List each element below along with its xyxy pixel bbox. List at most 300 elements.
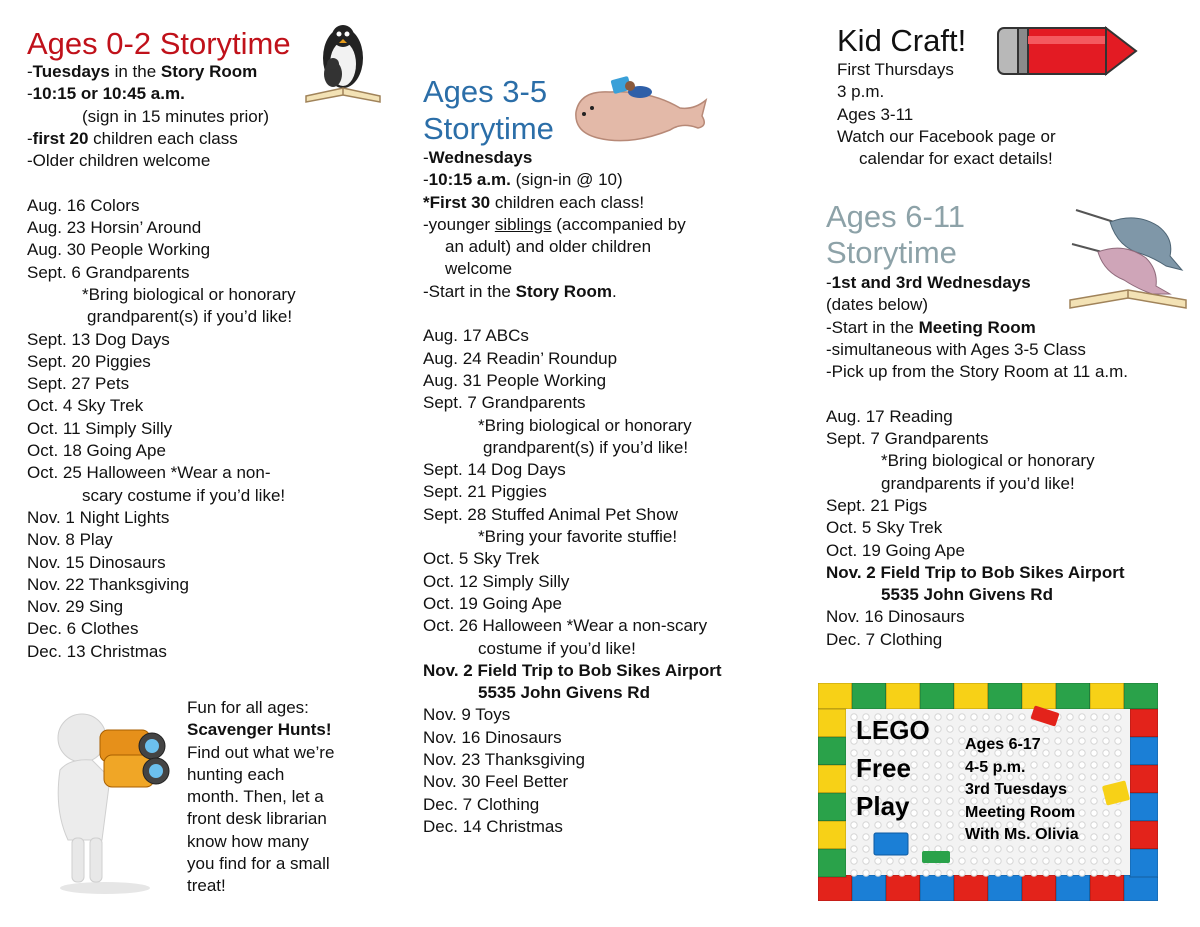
text-line (423, 638, 773, 660)
lego-stud (1079, 810, 1085, 816)
text-line (27, 529, 327, 551)
text-line (27, 195, 327, 217)
lego-stud (983, 846, 989, 852)
lego-stud (947, 714, 953, 720)
text-segment: Oct. 19 Going Ape (826, 540, 965, 560)
text-segment: Aug. 23 Horsin’ Around (27, 218, 202, 238)
lego-brick (818, 849, 846, 877)
lego-stud (899, 870, 905, 876)
text-line (423, 281, 773, 303)
text-segment: -simultaneous with Ages 3-5 Class (826, 339, 1086, 359)
text-segment: Nov. 2 Field Trip to Bob Sikes Airport (423, 660, 722, 680)
lego-stud (1067, 714, 1073, 720)
lego-brick (1022, 683, 1056, 709)
text-segment: Sept. 14 Dog Days (423, 460, 566, 480)
text-segment: Oct. 12 Simply Silly (423, 571, 570, 591)
lego-stud (935, 870, 941, 876)
lego-stud (1103, 822, 1109, 828)
text-segment: treat! (187, 876, 226, 896)
lego-stud (1019, 846, 1025, 852)
text-segment: -Older children welcome (27, 151, 211, 171)
text-segment: Nov. 30 Feel Better (423, 772, 569, 792)
lego-stud (1115, 822, 1121, 828)
text-segment: Dec. 6 Clothes (27, 619, 139, 639)
text-segment: -Start in the (826, 317, 919, 337)
text-line (423, 794, 773, 816)
text-segment: (accompanied by (551, 214, 686, 234)
lego-stud (851, 870, 857, 876)
lego-stud (935, 810, 941, 816)
text-segment: Oct. 19 Going Ape (423, 593, 562, 613)
text-segment: 5535 John Givens Rd (881, 585, 1053, 605)
lego-stud (887, 858, 893, 864)
lego-info (965, 734, 1079, 847)
text-segment: children each class (88, 128, 238, 148)
text-segment: Watch our Facebook page or (837, 126, 1056, 146)
text-segment: (sign in 15 minutes prior) (82, 106, 270, 126)
text-segment: Find out what we’re (187, 742, 335, 762)
lego-stud (1043, 726, 1049, 732)
lego-brick (818, 737, 846, 765)
text-segment: Nov. 29 Sing (27, 597, 124, 617)
text-segment: month. Then, let a (187, 787, 324, 807)
lego-stud (1007, 858, 1013, 864)
text-segment: front desk librarian (187, 809, 327, 829)
lego-stud (1067, 870, 1073, 876)
text-line (27, 418, 327, 440)
lego-info-line: Meeting Room (965, 803, 1076, 821)
text-line (423, 147, 773, 169)
lego-stud (863, 870, 869, 876)
text-segment: Nov. 15 Dinosaurs (27, 552, 166, 572)
text-segment: *Bring your favorite stuffie! (478, 527, 678, 547)
lego-stud (947, 726, 953, 732)
kid-craft-title: Kid Craft! (837, 23, 967, 58)
text-line (423, 392, 773, 414)
lego-stud (1103, 858, 1109, 864)
ages-6-11-title-line2: Storytime (826, 235, 957, 270)
lego-stud (1079, 762, 1085, 768)
lego-stud (1031, 858, 1037, 864)
text-line (187, 764, 387, 786)
text-line (27, 507, 327, 529)
lego-stud (947, 798, 953, 804)
lego-stud (935, 750, 941, 756)
text-segment: Aug. 17 ABCs (423, 326, 529, 346)
lego-brick (818, 765, 846, 793)
text-segment: Sept. 20 Piggies (27, 351, 151, 371)
text-segment: 3 p.m. (837, 82, 885, 102)
text-line (423, 660, 773, 682)
text-segment: Sept. 13 Dog Days (27, 329, 170, 349)
text-line (27, 128, 327, 150)
lego-stud (923, 870, 929, 876)
lego-stud (863, 846, 869, 852)
ages-3-5-details (423, 147, 773, 838)
text-line (27, 395, 327, 417)
text-line (27, 262, 327, 284)
text-segment: Sept. 27 Pets (27, 374, 130, 394)
text-line (837, 104, 1167, 126)
lego-brick (818, 709, 846, 737)
text-line (187, 697, 387, 719)
lego-stud (935, 726, 941, 732)
lego-info-line: With Ms. Olivia (965, 826, 1079, 843)
lego-stud (1115, 846, 1121, 852)
lego-brick (886, 683, 920, 709)
lego-stud (1007, 714, 1013, 720)
ages-3-5-title-line2: Storytime (423, 111, 554, 146)
text-segment: grandparent(s) if you’d like! (483, 437, 689, 457)
lego-stud (1019, 870, 1025, 876)
lego-stud (995, 870, 1001, 876)
lego-stud (1091, 762, 1097, 768)
text-line (187, 742, 387, 764)
lego-stud (1007, 726, 1013, 732)
text-segment: hunting each (187, 764, 285, 784)
text-segment: 10:15 or 10:45 a.m. (32, 84, 185, 104)
lego-stud (911, 858, 917, 864)
lego-brick (1056, 683, 1090, 709)
lego-stud (1103, 834, 1109, 840)
text-segment: an adult) and older children (445, 237, 652, 257)
lego-stud (995, 714, 1001, 720)
lego-stud (1115, 738, 1121, 744)
lego-stud (851, 834, 857, 840)
lego-stud (1103, 846, 1109, 852)
lego-stud (1103, 738, 1109, 744)
lego-brick (988, 875, 1022, 901)
lego-stud (1091, 714, 1097, 720)
text-segment: Aug. 30 People Working (27, 240, 211, 260)
text-segment: - (423, 170, 429, 190)
lego-stud (959, 726, 965, 732)
lego-info-line: 3rd Tuesdays (965, 781, 1067, 798)
lego-stud (1043, 858, 1049, 864)
text-segment: . (611, 281, 617, 301)
text-segment: -younger (423, 214, 495, 234)
lego-stud (899, 858, 905, 864)
text-segment: Nov. 16 Dinosaurs (826, 607, 965, 627)
text-segment: Tuesdays (32, 62, 110, 81)
text-line (423, 704, 773, 726)
text-line (423, 615, 773, 637)
lego-stud (1079, 714, 1085, 720)
text-segment: siblings (494, 214, 552, 234)
lego-stud (1079, 786, 1085, 792)
text-line (826, 339, 1186, 361)
lego-stud (947, 870, 953, 876)
ages-0-2-details (27, 61, 327, 663)
text-segment: Nov. 16 Dinosaurs (423, 727, 562, 747)
ages-3-5-title-line1: Ages 3-5 (423, 74, 548, 109)
text-line (423, 504, 773, 526)
text-segment: you find for a small (187, 854, 330, 874)
lego-stud (1115, 774, 1121, 780)
text-segment: Nov. 2 Field Trip to Bob Sikes Airport (826, 562, 1125, 582)
lego-stud (983, 870, 989, 876)
text-line (423, 548, 773, 570)
text-line (837, 126, 1167, 148)
text-line (187, 786, 387, 808)
text-line (826, 495, 1186, 517)
text-segment: Aug. 17 Reading (826, 406, 953, 426)
lego-stud (1055, 858, 1061, 864)
text-segment: - (27, 62, 33, 81)
ages-6-11-title-line1: Ages 6-11 (826, 199, 966, 234)
text-line (423, 236, 773, 258)
lego-stud (1055, 870, 1061, 876)
text-line (27, 552, 327, 574)
text-segment: Nov. 22 Thanksgiving (27, 574, 189, 594)
text-segment: Oct. 5 Sky Trek (423, 549, 540, 569)
lego-stud (935, 738, 941, 744)
lego-stud (983, 858, 989, 864)
text-line (423, 749, 773, 771)
lego-stud (971, 726, 977, 732)
text-segment: Oct. 11 Simply Silly (27, 418, 173, 438)
lego-title-line: Free (856, 753, 911, 783)
text-segment: - (27, 84, 33, 104)
text-line (423, 526, 773, 548)
text-segment: Aug. 31 People Working (423, 370, 607, 390)
lego-stud (971, 846, 977, 852)
text-segment: (sign-in @ 10) (510, 170, 623, 190)
text-line (27, 61, 327, 83)
text-line (826, 406, 1186, 428)
lego-brick (954, 875, 988, 901)
lego-stud (875, 858, 881, 864)
lego-stud (1079, 738, 1085, 744)
text-line (423, 348, 773, 370)
text-line (826, 606, 1186, 628)
lego-brick (920, 875, 954, 901)
lego-stud (1091, 810, 1097, 816)
lego-brick (1130, 793, 1158, 821)
lego-stud (935, 822, 941, 828)
lego-stud (1079, 750, 1085, 756)
ages-6-11-details (826, 272, 1186, 651)
lego-brick (852, 875, 886, 901)
lego-stud (935, 834, 941, 840)
text-segment: calendar for exact details! (859, 149, 1053, 169)
lego-stud (875, 870, 881, 876)
text-line (826, 629, 1186, 651)
lego-brick (818, 821, 846, 849)
lego-brick (1130, 765, 1158, 793)
lego-stud (1091, 774, 1097, 780)
lego-stud (1103, 774, 1109, 780)
text-segment: Oct. 5 Sky Trek (826, 518, 943, 538)
text-line (826, 428, 1186, 450)
lego-stud (887, 870, 893, 876)
lego-brick (920, 683, 954, 709)
text-segment: 10:15 a.m. (428, 170, 511, 190)
text-line (187, 875, 387, 897)
lego-stud (947, 786, 953, 792)
lego-stud (923, 834, 929, 840)
lego-stud (1067, 846, 1073, 852)
text-segment: Oct. 25 Halloween *Wear a non- (27, 463, 271, 483)
lego-stud (1079, 774, 1085, 780)
lego-stud (1091, 798, 1097, 804)
text-line (423, 727, 773, 749)
text-segment: Nov. 23 Thanksgiving (423, 750, 585, 770)
lego-stud (947, 762, 953, 768)
text-line (27, 485, 327, 507)
text-line (423, 481, 773, 503)
lego-stud (1079, 822, 1085, 828)
text-segment: *Bring biological or honorary (881, 451, 1095, 471)
text-line (826, 562, 1186, 584)
text-segment: Dec. 7 Clothing (826, 629, 943, 649)
text-segment: Sept. 7 Grandparents (423, 393, 586, 413)
lego-stud (947, 750, 953, 756)
lego-stud (1103, 750, 1109, 756)
lego-stud (971, 870, 977, 876)
text-segment: Nov. 8 Play (27, 530, 113, 550)
lego-stud (1079, 798, 1085, 804)
lego-stud (1115, 810, 1121, 816)
text-line (423, 258, 773, 280)
text-line (27, 596, 327, 618)
text-line (27, 641, 327, 663)
text-segment: Dec. 7 Clothing (423, 794, 540, 814)
text-line (826, 517, 1186, 539)
lego-brick (1130, 821, 1158, 849)
lego-stud (1079, 870, 1085, 876)
text-line (423, 816, 773, 838)
lego-stud (1019, 858, 1025, 864)
lego-stud (995, 846, 1001, 852)
lego-stud (1115, 834, 1121, 840)
text-segment: Sept. 21 Piggies (423, 482, 547, 502)
text-segment: First Thursdays (837, 60, 954, 79)
text-line (423, 682, 773, 704)
text-segment: know how many (187, 831, 309, 851)
lego-stud (1019, 726, 1025, 732)
text-line (837, 81, 1167, 103)
lego-stud (1115, 858, 1121, 864)
text-segment: Nov. 1 Night Lights (27, 507, 170, 527)
lego-info-line: Ages 6-17 (965, 736, 1041, 753)
lego-brick (1022, 875, 1056, 901)
text-line (27, 83, 327, 105)
text-line (27, 373, 327, 395)
text-segment: welcome (445, 259, 513, 279)
text-line (423, 437, 773, 459)
text-segment: first 20 (32, 128, 89, 148)
lego-stud (1091, 786, 1097, 792)
text-line (27, 329, 327, 351)
text-line (423, 771, 773, 793)
lego-stud (995, 726, 1001, 732)
lego-stud (1031, 846, 1037, 852)
text-segment: *Bring biological or honorary (478, 415, 692, 435)
lego-stud (1055, 846, 1061, 852)
lego-stud (911, 870, 917, 876)
text-segment: Meeting Room (918, 317, 1036, 337)
lego-stud (947, 822, 953, 828)
lego-stud (863, 834, 869, 840)
text-segment: Sept. 6 Grandparents (27, 262, 190, 282)
lego-title-line: Play (856, 791, 910, 821)
lego-stud (971, 858, 977, 864)
text-segment: children each class! (490, 192, 645, 212)
text-line (423, 459, 773, 481)
text-segment: Ages 3-11 (837, 104, 914, 124)
lego-stud (1103, 810, 1109, 816)
text-line (423, 593, 773, 615)
lego-stud (1103, 870, 1109, 876)
lego-stud (1091, 834, 1097, 840)
text-line (423, 214, 773, 236)
lego-stud (1091, 822, 1097, 828)
binoculars-figure-icon (40, 700, 170, 895)
text-segment: Oct. 4 Sky Trek (27, 396, 144, 416)
lego-brick (818, 793, 846, 821)
lego-brick (1124, 683, 1158, 709)
lego-stud (1103, 762, 1109, 768)
text-line (27, 217, 327, 239)
text-line (837, 59, 1167, 81)
lego-stud (1031, 726, 1037, 732)
lego-brick (988, 683, 1022, 709)
text-segment: Nov. 9 Toys (423, 705, 511, 725)
lego-stud (947, 834, 953, 840)
text-line (423, 415, 773, 437)
text-segment: - (27, 128, 33, 148)
lego-stud (1091, 858, 1097, 864)
lego-stud (1067, 858, 1073, 864)
lego-stud (1115, 762, 1121, 768)
text-line (423, 192, 773, 214)
lego-stud (851, 846, 857, 852)
text-segment: grandparent(s) if you’d like! (87, 307, 293, 327)
lego-stud (1091, 726, 1097, 732)
lego-stud (935, 762, 941, 768)
text-line (27, 351, 327, 373)
lego-brick (954, 683, 988, 709)
text-segment: Fun for all ages: (187, 698, 309, 717)
text-line (27, 440, 327, 462)
text-segment: -Pick up from the Story Room at 11 a.m. (826, 362, 1129, 382)
text-segment: 1st and 3rd Wednesdays (831, 273, 1031, 292)
text-segment: in the (109, 62, 161, 81)
text-line (826, 294, 1186, 316)
lego-stud (1091, 738, 1097, 744)
text-line (187, 853, 387, 875)
lego-stud (1007, 870, 1013, 876)
lego-title-line: LEGO (856, 715, 930, 745)
text-line (27, 150, 327, 172)
text-line (187, 831, 387, 853)
lego-stud (1115, 750, 1121, 756)
lego-title (856, 711, 930, 825)
text-line (423, 571, 773, 593)
text-line (187, 719, 387, 741)
text-line (187, 808, 387, 830)
text-line (27, 462, 327, 484)
lego-free-play-panel (818, 683, 1158, 901)
lego-stud (1079, 726, 1085, 732)
lego-stud (1019, 714, 1025, 720)
text-segment: Oct. 26 Halloween *Wear a non-scary (423, 616, 708, 636)
lego-brick (1130, 849, 1158, 877)
text-segment: Scavenger Hunts! (187, 720, 332, 740)
lego-stud (863, 858, 869, 864)
lego-stud (1043, 846, 1049, 852)
